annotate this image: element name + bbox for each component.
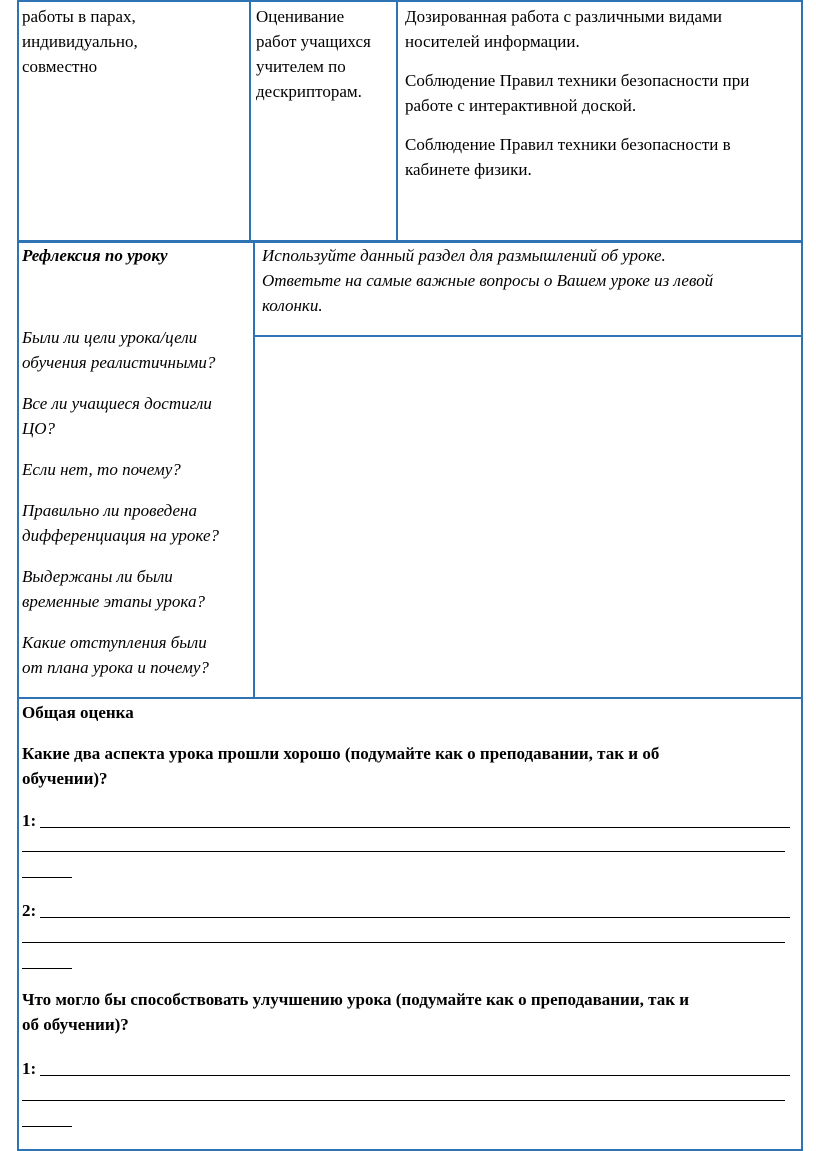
- reflection-instructions-bottom: [253, 335, 803, 337]
- text-line: работе с интерактивной доской.: [405, 96, 637, 115]
- text-line: об обучении)?: [22, 1015, 129, 1034]
- text-line: Дозированная работа с различными видами: [405, 7, 722, 26]
- summary-q1-item-2-label: 2:: [22, 901, 37, 920]
- text-line: Соблюдение Правил техники безопасности при: [405, 71, 750, 90]
- reflection-heading: Рефлексия по уроку: [22, 246, 168, 265]
- summary-heading: Общая оценка: [22, 703, 134, 722]
- reflection-instructions: [262, 243, 713, 318]
- text-line: работы в парах,: [22, 7, 136, 26]
- text-line: Соблюдение Правил техники безопасности в: [405, 135, 731, 154]
- row1-col-divider-1: [249, 0, 251, 242]
- text-line: Ответьте на самые важные вопросы о Вашем уроке из левой: [262, 271, 714, 290]
- answer-line[interactable]: [22, 1100, 785, 1101]
- answer-line[interactable]: [22, 942, 785, 943]
- question-line: Выдержаны ли были: [22, 567, 173, 586]
- summary-q1-item-1-label: 1:: [22, 811, 37, 830]
- text-line: Какие два аспекта урока прошли хорошо (подумайте как о преподавании, так и об: [22, 744, 660, 763]
- question-line: Если нет, то почему?: [22, 460, 181, 479]
- question-line: Были ли цели урока/цели: [22, 328, 198, 347]
- row1-top-border: [17, 0, 803, 2]
- text-line: Что могло бы способствовать улучшению урока (подумайте как о преподавании, так и: [22, 990, 690, 1009]
- text-line: обучении)?: [22, 769, 108, 788]
- summary-q2-item-1-label: 1:: [22, 1059, 37, 1078]
- answer-line[interactable]: [22, 968, 72, 969]
- text-line: индивидуально,: [22, 32, 138, 51]
- text-line: дескрипторам.: [256, 82, 362, 101]
- summary-question-1: [22, 741, 659, 791]
- reflection-col-divider: [253, 241, 255, 699]
- question-line: временные этапы урока?: [22, 592, 205, 611]
- reflection-questions: [22, 325, 219, 680]
- question-line: дифференциация на уроке?: [22, 526, 219, 545]
- row1-col1-text: [22, 4, 138, 79]
- answer-line[interactable]: [22, 1126, 72, 1127]
- answer-line[interactable]: [40, 827, 790, 828]
- question-line: Какие отступления были: [22, 633, 207, 652]
- summary-question-2: [22, 987, 689, 1037]
- text-line: колонки.: [262, 296, 323, 315]
- question-line: от плана урока и почему?: [22, 658, 209, 677]
- text-line: Оценивание: [256, 7, 345, 26]
- text-line: носителей информации.: [405, 32, 580, 51]
- row1-col3-text: [405, 4, 749, 182]
- answer-line[interactable]: [22, 851, 785, 852]
- question-line: обучения реалистичными?: [22, 353, 216, 372]
- question-line: Правильно ли проведена: [22, 501, 197, 520]
- text-line: кабинете физики.: [405, 160, 532, 179]
- question-line: Все ли учащиеся достигли: [22, 394, 212, 413]
- row1-col2-text: [256, 4, 371, 104]
- reflection-bottom-border: [17, 697, 803, 699]
- answer-line[interactable]: [40, 917, 790, 918]
- text-line: Используйте данный раздел для размышлений об уроке.: [262, 246, 666, 265]
- row1-col-divider-2: [396, 0, 398, 242]
- question-line: ЦО?: [22, 419, 56, 438]
- text-line: работ учащихся: [256, 32, 371, 51]
- answer-line[interactable]: [22, 877, 72, 878]
- text-line: совместно: [22, 57, 98, 76]
- text-line: учителем по: [256, 57, 346, 76]
- answer-line[interactable]: [40, 1075, 790, 1076]
